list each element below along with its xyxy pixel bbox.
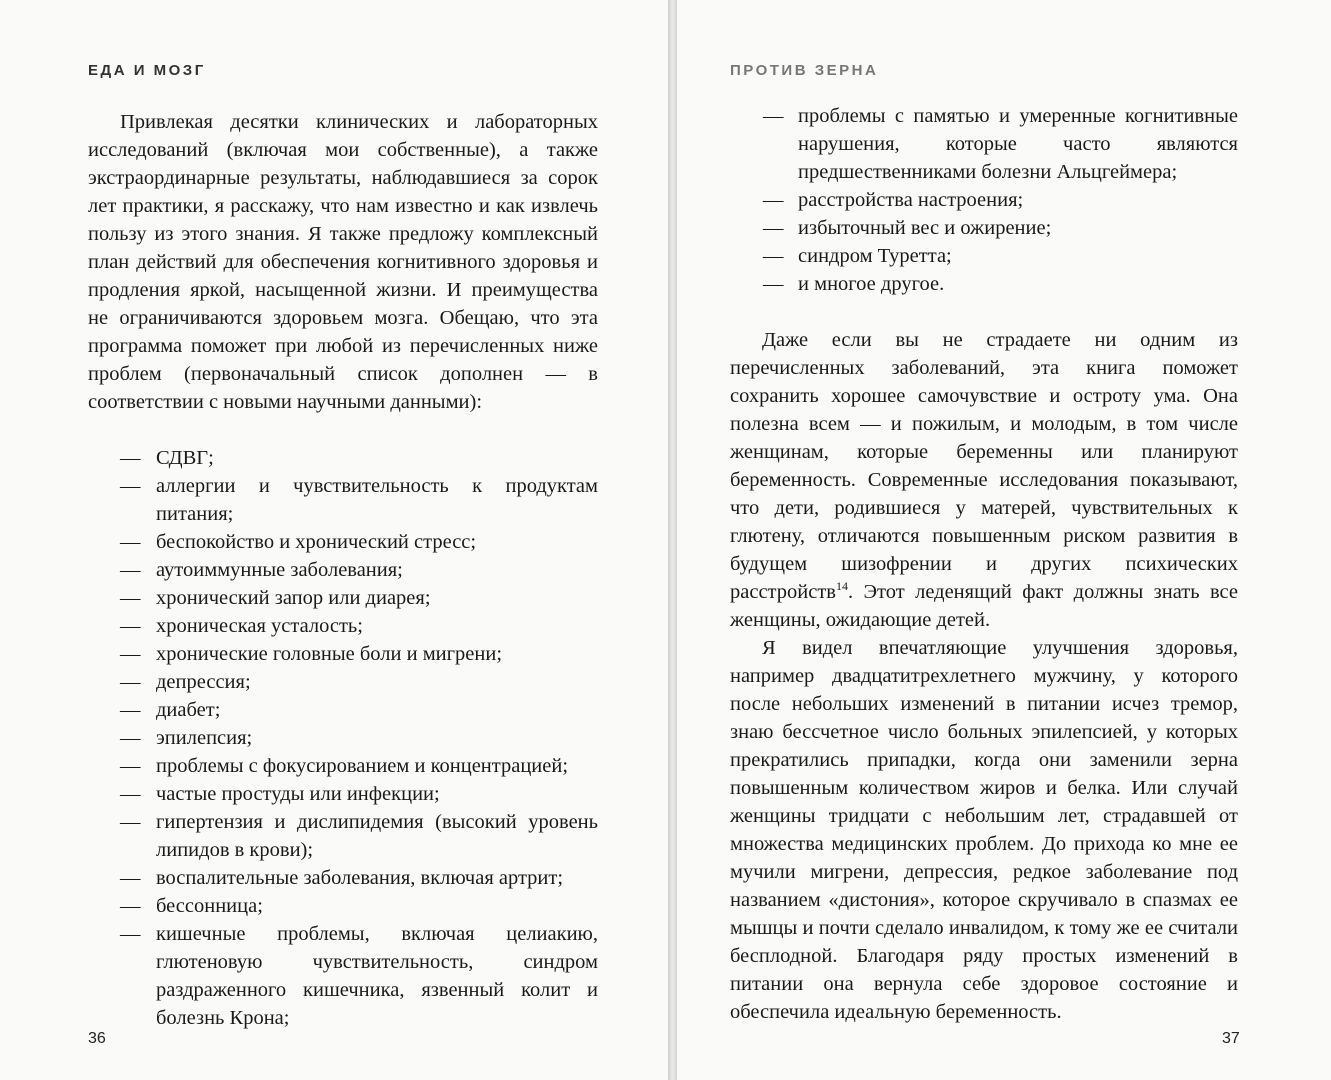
condition-list-continued [730, 102, 1238, 298]
list-item-text: бессонница; [156, 895, 263, 917]
list-item [88, 584, 598, 612]
list-item [88, 472, 598, 528]
condition-list [88, 444, 598, 1032]
dash-bullet: — [763, 217, 784, 239]
list-item-text: частые простуды или инфекции; [156, 783, 440, 805]
dash-bullet: — [120, 811, 141, 833]
dash-bullet: — [120, 699, 141, 721]
dash-bullet: — [120, 643, 141, 665]
dash-bullet: — [763, 189, 784, 211]
list-item [88, 696, 598, 724]
running-head: ПРОТИВ ЗЕРНА [730, 62, 879, 79]
paragraph-case-studies: Я видел впечатляющие улучшения здоровья, например двадцатитрехлетнего мужчину, у которого после небольших изменений в питании исчез тремор, знаю бессчетное число больных эпилепсией, у которых прекратились припадки, когда они заменили зерна повышенным количеством жиров и белка. Или случай женщины тридцати с небольшим лет, страдавшей от множества медицинских проблем. До прихода ко мне ее мучили мигрени, депрессия, редкое заболевание под названием «дистония», которое скручивало в спазмах ее мышцы и почти сделало инвалидом, к тому же ее считали бесплодной. Благодаря ряду простых изменений в питании она вернула себе здоровое состояние и обеспечила идеальную беременность. [730, 637, 1238, 1023]
dash-bullet: — [120, 531, 141, 553]
list-item [88, 528, 598, 556]
intro-paragraph: Привлекая десятки клинических и лабораторных исследований (включая мои собственные), а также экстраординарные результаты, наблюдавшиеся за сорок лет практики, я расскажу, что нам известно и как извлечь пользу из этого знания. Я также предложу комплексный план действий для обеспечения когнитивного здоровья и продления яркой, насыщенной жизни. И преимущества не ограничиваются здоровьем мозга. Обещаю, что эта программа поможет при любой из перечисленных ниже проблем (первоначальный список дополнен — в соответствии с новыми научными данными): [88, 111, 598, 413]
right-page [677, 0, 1331, 1080]
dash-bullet: — [120, 475, 141, 497]
dash-bullet: — [120, 755, 141, 777]
list-item-text: избыточный вес и ожирение; [798, 217, 1052, 239]
list-item-text: хроническая усталость; [156, 615, 363, 637]
paragraph-pregnancy [730, 326, 1238, 634]
list-item-text: синдром Туретта; [798, 245, 952, 267]
list-item-text: проблемы с фокусированием и концентрацией; [156, 755, 569, 777]
left-text-block [88, 108, 598, 1032]
page-number: 37 [1222, 1030, 1240, 1047]
list-item-text: и многое другое. [798, 273, 945, 295]
list-item-text: аллергии и чувствительность к продуктам питания; [156, 475, 598, 525]
dash-bullet: — [120, 867, 141, 889]
list-item-text: беспокойство и хронический стресс; [156, 531, 477, 553]
page-number: 36 [88, 1030, 106, 1047]
dash-bullet: — [120, 615, 141, 637]
list-item [88, 640, 598, 668]
dash-bullet: — [763, 245, 784, 267]
list-item [730, 270, 1238, 298]
dash-bullet: — [763, 273, 784, 295]
list-item-text: проблемы с памятью и умеренные когнитивные нарушения, которые часто являются предшественниками болезни Альцгеймера; [798, 105, 1238, 183]
list-item [88, 668, 598, 696]
list-item [88, 864, 598, 892]
dash-bullet: — [763, 105, 784, 127]
list-item-text: диабет; [156, 699, 221, 721]
list-item-text: аутоиммунные заболевания; [156, 559, 403, 581]
list-item-text: эпилепсия; [156, 727, 253, 749]
list-item-text: расстройства настроения; [798, 189, 1024, 211]
list-item-text: СДВГ; [156, 447, 214, 469]
dash-bullet: — [120, 923, 141, 945]
list-item-text: гипертензия и дислипидемия (высокий уровень липидов в крови); [156, 811, 598, 861]
dash-bullet: — [120, 447, 141, 469]
list-item-text: кишечные проблемы, включая целиакию, глютеновую чувствительность, синдром раздраженного кишечника, язвенный колит и болезнь Крона; [156, 923, 598, 1029]
list-item [88, 724, 598, 752]
dash-bullet: — [120, 587, 141, 609]
list-item [88, 752, 598, 780]
list-item [730, 242, 1238, 270]
paragraph-text: Даже если вы не страдаете ни одним из перечисленных заболеваний, эта книга поможет сохранить хорошее самочувствие и остроту ума. Она полезна всем — и пожилым, и молодым, в том числе женщинам, которые беременны или планируют беременность. Современные исследования показывают, что дети, родившиеся у матерей, чувствительных к глютену, отличаются повышенным риском развития в будущем шизофрении и других психических расстройств [730, 329, 1238, 603]
list-item-text: хронические головные боли и мигрени; [156, 643, 503, 665]
book-gutter [668, 0, 677, 1080]
list-item-text: депрессия; [156, 671, 251, 693]
list-item [88, 808, 598, 864]
list-item [88, 920, 598, 1032]
list-item [730, 186, 1238, 214]
list-item [88, 892, 598, 920]
list-item [88, 612, 598, 640]
list-item-text: хронический запор или диарея; [156, 587, 431, 609]
dash-bullet: — [120, 671, 141, 693]
dash-bullet: — [120, 559, 141, 581]
list-item [730, 102, 1238, 186]
list-item-text: воспалительные заболевания, включая артрит; [156, 867, 564, 889]
footnote-marker[interactable]: 14 [835, 579, 848, 594]
dash-bullet: — [120, 895, 141, 917]
right-text-block [730, 102, 1238, 1026]
paragraph-text: . Этот леденящий факт должны знать все женщины, ожидающие детей. [730, 581, 1238, 631]
list-item [730, 214, 1238, 242]
list-item [88, 444, 598, 472]
list-item [88, 556, 598, 584]
dash-bullet: — [120, 727, 141, 749]
dash-bullet: — [120, 783, 141, 805]
list-item [88, 780, 598, 808]
running-head: ЕДА И МОЗГ [88, 62, 206, 79]
